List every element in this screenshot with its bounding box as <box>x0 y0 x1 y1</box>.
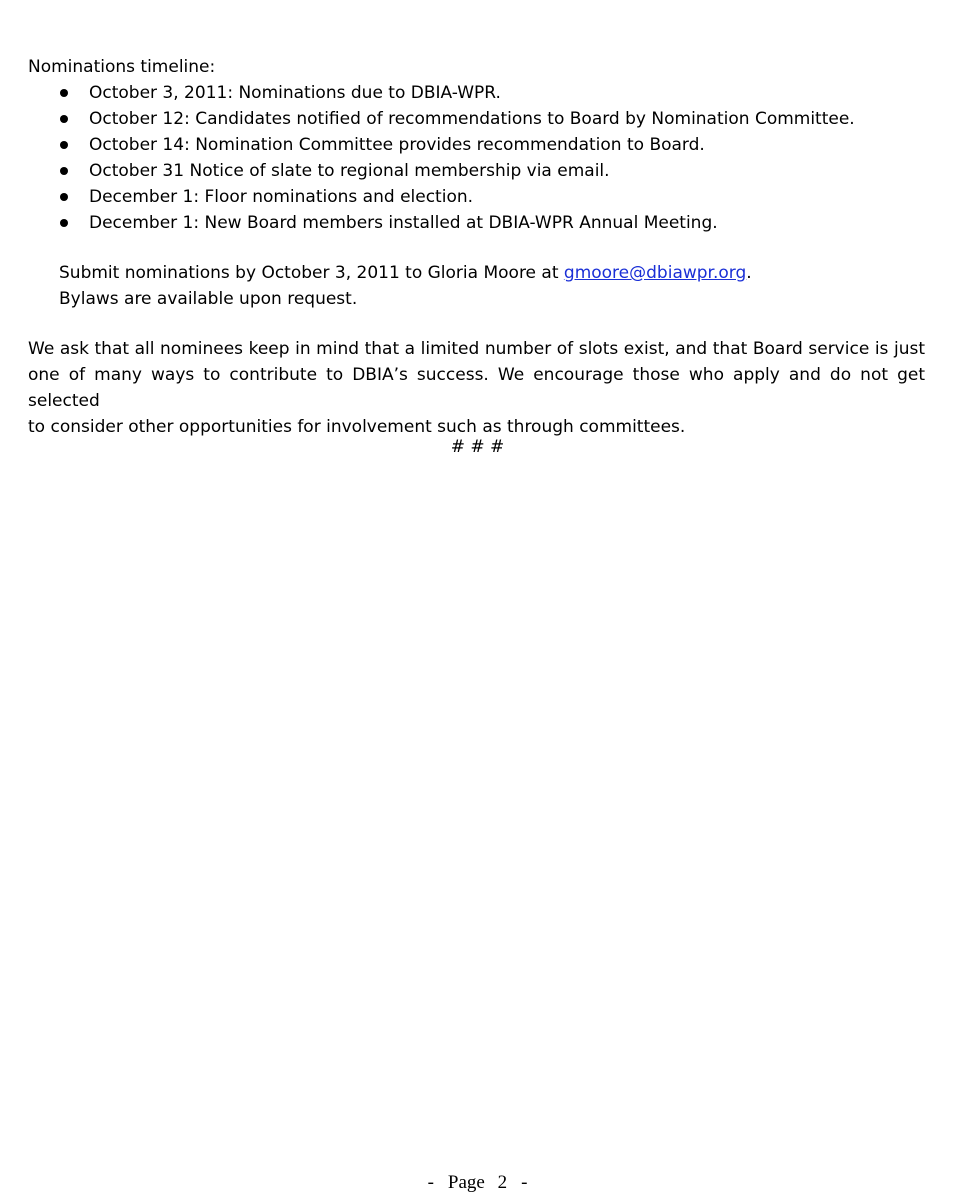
footer-dash-right: - <box>521 1172 528 1193</box>
timeline-heading: Nominations timeline: <box>28 57 216 77</box>
submit-period: . <box>746 263 752 283</box>
list-item <box>0 210 855 236</box>
closing-line: one of many ways to contribute to DBIA’s success. We encourage those who apply and do not get selected <box>28 365 925 411</box>
footer-dash-left: - <box>427 1172 434 1193</box>
bylaws-note: Bylaws are available upon request. <box>59 289 358 309</box>
submit-line <box>59 260 752 286</box>
timeline-list <box>0 80 855 236</box>
timeline-item-text: October 3, 2011: Nominations due to DBIA-WPR. <box>89 83 501 103</box>
timeline-item-text: October 12: Candidates notified of recommendations to Board by Nomination Committee. <box>89 109 855 129</box>
bullet-icon <box>60 89 68 97</box>
submit-text: Submit nominations by October 3, 2011 to Gloria Moore at <box>59 263 564 283</box>
email-link[interactable]: gmoore@dbiawpr.org <box>563 263 747 283</box>
list-item <box>0 106 855 132</box>
bullet-icon <box>60 193 68 201</box>
list-item <box>0 80 855 106</box>
end-marker: # # # <box>450 437 505 457</box>
bullet-icon <box>60 219 68 227</box>
closing-line: We ask that all nominees keep in mind that a limited number of slots exist, and that Board service is just <box>28 339 925 359</box>
timeline-item-text: October 14: Nomination Committee provides recommendation to Board. <box>89 135 705 155</box>
timeline-item-text: October 31 Notice of slate to regional membership via email. <box>89 161 610 181</box>
list-item <box>0 158 855 184</box>
timeline-item-text: December 1: Floor nominations and election. <box>89 187 474 207</box>
page-footer <box>0 1170 955 1196</box>
bullet-icon <box>60 115 68 123</box>
page-number: Page 2 <box>447 1172 508 1193</box>
closing-line: to consider other opportunities for involvement such as through committees. <box>28 417 686 437</box>
bullet-icon <box>60 167 68 175</box>
submission-info <box>59 260 752 312</box>
bullet-icon <box>60 141 68 149</box>
list-item <box>0 184 855 210</box>
closing-paragraph <box>28 336 925 440</box>
timeline-item-text: December 1: New Board members installed at DBIA-WPR Annual Meeting. <box>89 213 718 233</box>
list-item <box>0 132 855 158</box>
